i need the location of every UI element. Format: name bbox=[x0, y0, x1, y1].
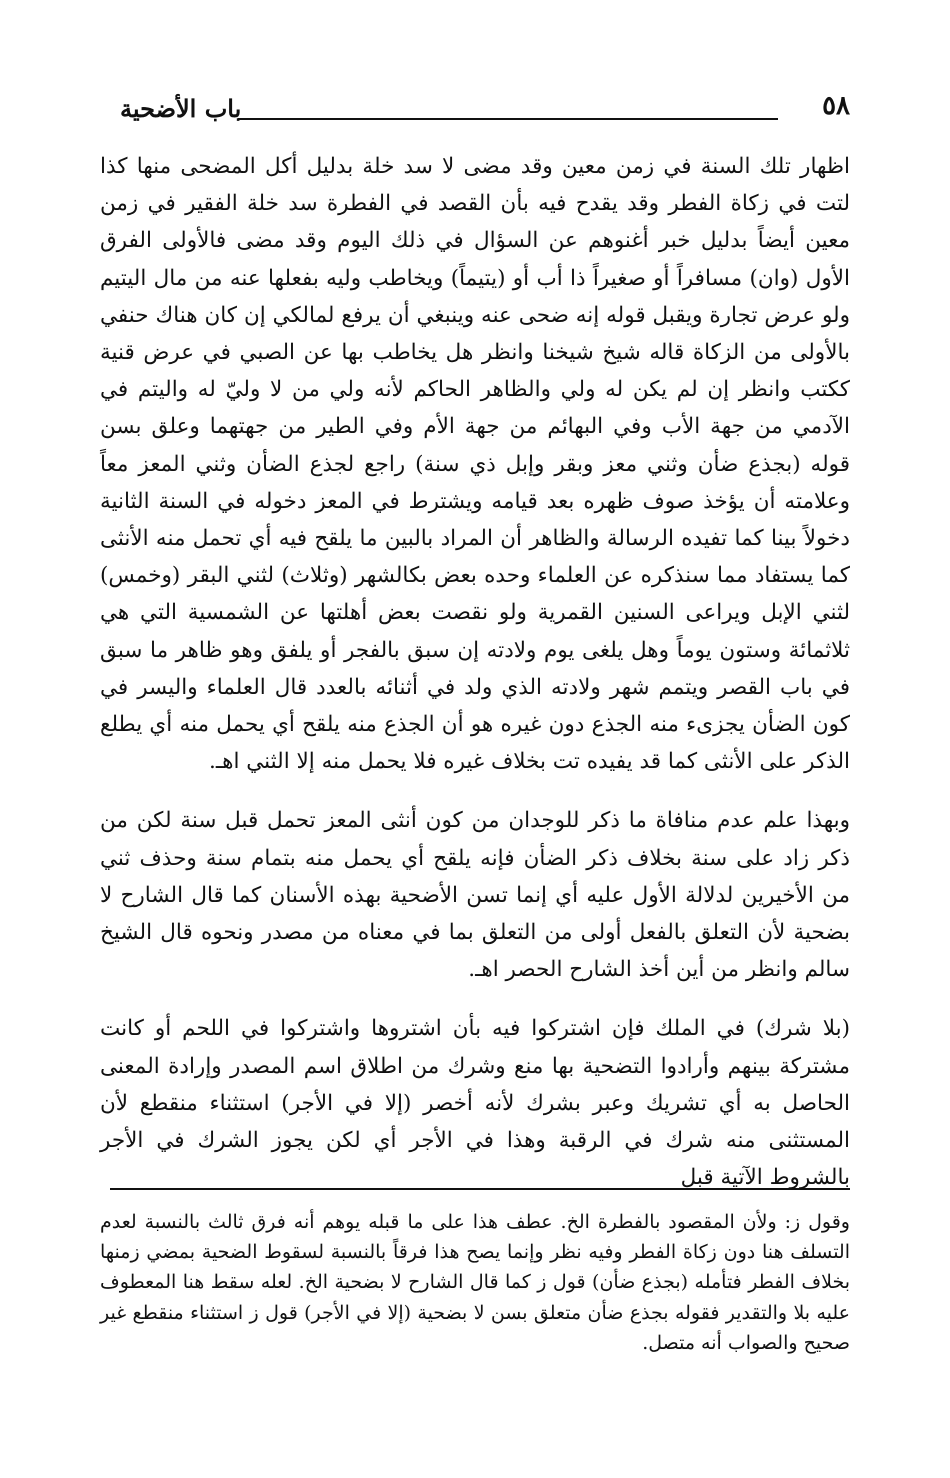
footnote bbox=[100, 1207, 850, 1358]
main-text bbox=[100, 148, 850, 1196]
paragraph-1: اظهار تلك السنة في زمن معين وقد مضى لا سد خلة بدليل أكل المضحى منها كذا لتت في زكاة الفطر وقد يقدح فيه بأن القصد في الفطرة سد خلة الفقير في زمن معين أيضاً بدليل خبر أغنوهم عن السؤال في ذلك اليوم وقد مضى فالأولى الفرق الأول (وان) مسافراً أو صغيراً ذا أب أو (يتيماً) ويخاطب وليه بفعلها عنه من مال اليتيم ولو عرض تجارة ويقبل قوله إنه ضحى عنه وينبغي أن يرفع لمالكي إن كان هناك حنفي بالأولى من الزكاة قاله شيخ شيخنا وانظر هل يخاطب بها عن الصبي في عرض قنية ككتب وانظر إن لم يكن له ولي والظاهر الحاكم لأنه ولي من لا وليّ له واليتم في الآدمي من جهة الأب وفي البهائم من جهة الأم وفي الطير من جهتهما وعلق بسن قوله (بجذع ضأن وثني معز وبقر وإبل ذي سنة) راجع لجذع الضأن وثني المعز معاً وعلامته أن يؤخذ صوف ظهره بعد قيامه ويشترط في المعز دخوله في السنة الثانية دخولاً بينا كما تفيده الرسالة والظاهر أن المراد بالبين ما يلقح فيه أي تحمل منه الأنثى كما يستفاد مما سنذكره عن العلماء وحده بعض بكالشهر (وثلاث) لثني البقر (وخمس) لثني الإبل ويراعى السنين القمرية ولو نقصت بعض أهلتها عن الشمسية التي هي ثلاثمائة وستون يوماً وهل يلغى يوم ولادته إن سبق بالفجر أو يلفق وهو ظاهر ما سبق في باب القصر ويتمم شهر ولادته الذي ولد في أثنائه بالعدد قال العلماء واليسر في كون الضأن يجزىء منه الجذع دون غيره هو أن الجذع منه يلقح أي يحمل منه أي يطلع الذكر على الأنثى كما قد يفيده تت بخلاف غيره فلا يحمل منه إلا الثني اهـ. bbox=[100, 154, 850, 775]
paragraph-3: (بلا شرك) في الملك فإن اشتركوا فيه بأن اشتروها واشتركوا في اللحم أو كانت مشتركة بينهم وأرادوا التضحية بها منع وشرك من اطلاق اسم المصدر وإرادة المعنى الحاصل به أي تشريك وعبر بشرك لأنه أخصر (إلا في الأجر) استثناء منقطع لأن المستثنى منه شرك في الرقبة وهذا في الأجر أي لكن يجوز الشرك في الأجر بالشروط الآتية قبل bbox=[100, 1016, 850, 1191]
page-number: ٥٨ bbox=[822, 91, 850, 121]
footnote-text: وقول ز: ولأن المقصود بالفطرة الخ. عطف هذا على ما قبله يوهم أنه فرق ثالث بالنسبة لعدم التسلف هنا دون زكاة الفطر وفيه نظر وإنما يصح هذا فرقاً بالنسبة لسقوط الضحية بمضي زمنها بخلاف الفطر فتأمله (بجذع ضأن) قول ز كما قال الشارح لا بضحية الخ. لعله سقط هنا المعطوف عليه بلا والتقدير فقوله بجذع ضأن متعلق بسن لا بضحية (إلا في الأجر) قول ز استثناء منقطع غير صحيح والصواب أنه متصل. bbox=[100, 1211, 850, 1354]
footnote-separator bbox=[110, 1188, 850, 1190]
header-rule bbox=[238, 118, 778, 120]
chapter-title: باب الأضحية bbox=[120, 94, 242, 123]
paragraph-2: وبهذا علم عدم منافاة ما ذكر للوجدان من كون أنثى المعز تحمل قبل سنة لكن من ذكر زاد على سنة بخلاف ذكر الضأن فإنه يلقح أي يحمل منه بتمام سنة وحذف ثني من الأخيرين لدلالة الأول عليه أي إنما تسن الأضحية بهذه الأسنان كما قال الشارح لا بضحية لأن التعلق بالفعل أولى من التعلق بما في معناه من مصدر ونحوه قال الشيخ سالم وانظر من أين أخذ الشارح الحصر اهـ. bbox=[100, 808, 850, 983]
running-header bbox=[120, 90, 850, 130]
